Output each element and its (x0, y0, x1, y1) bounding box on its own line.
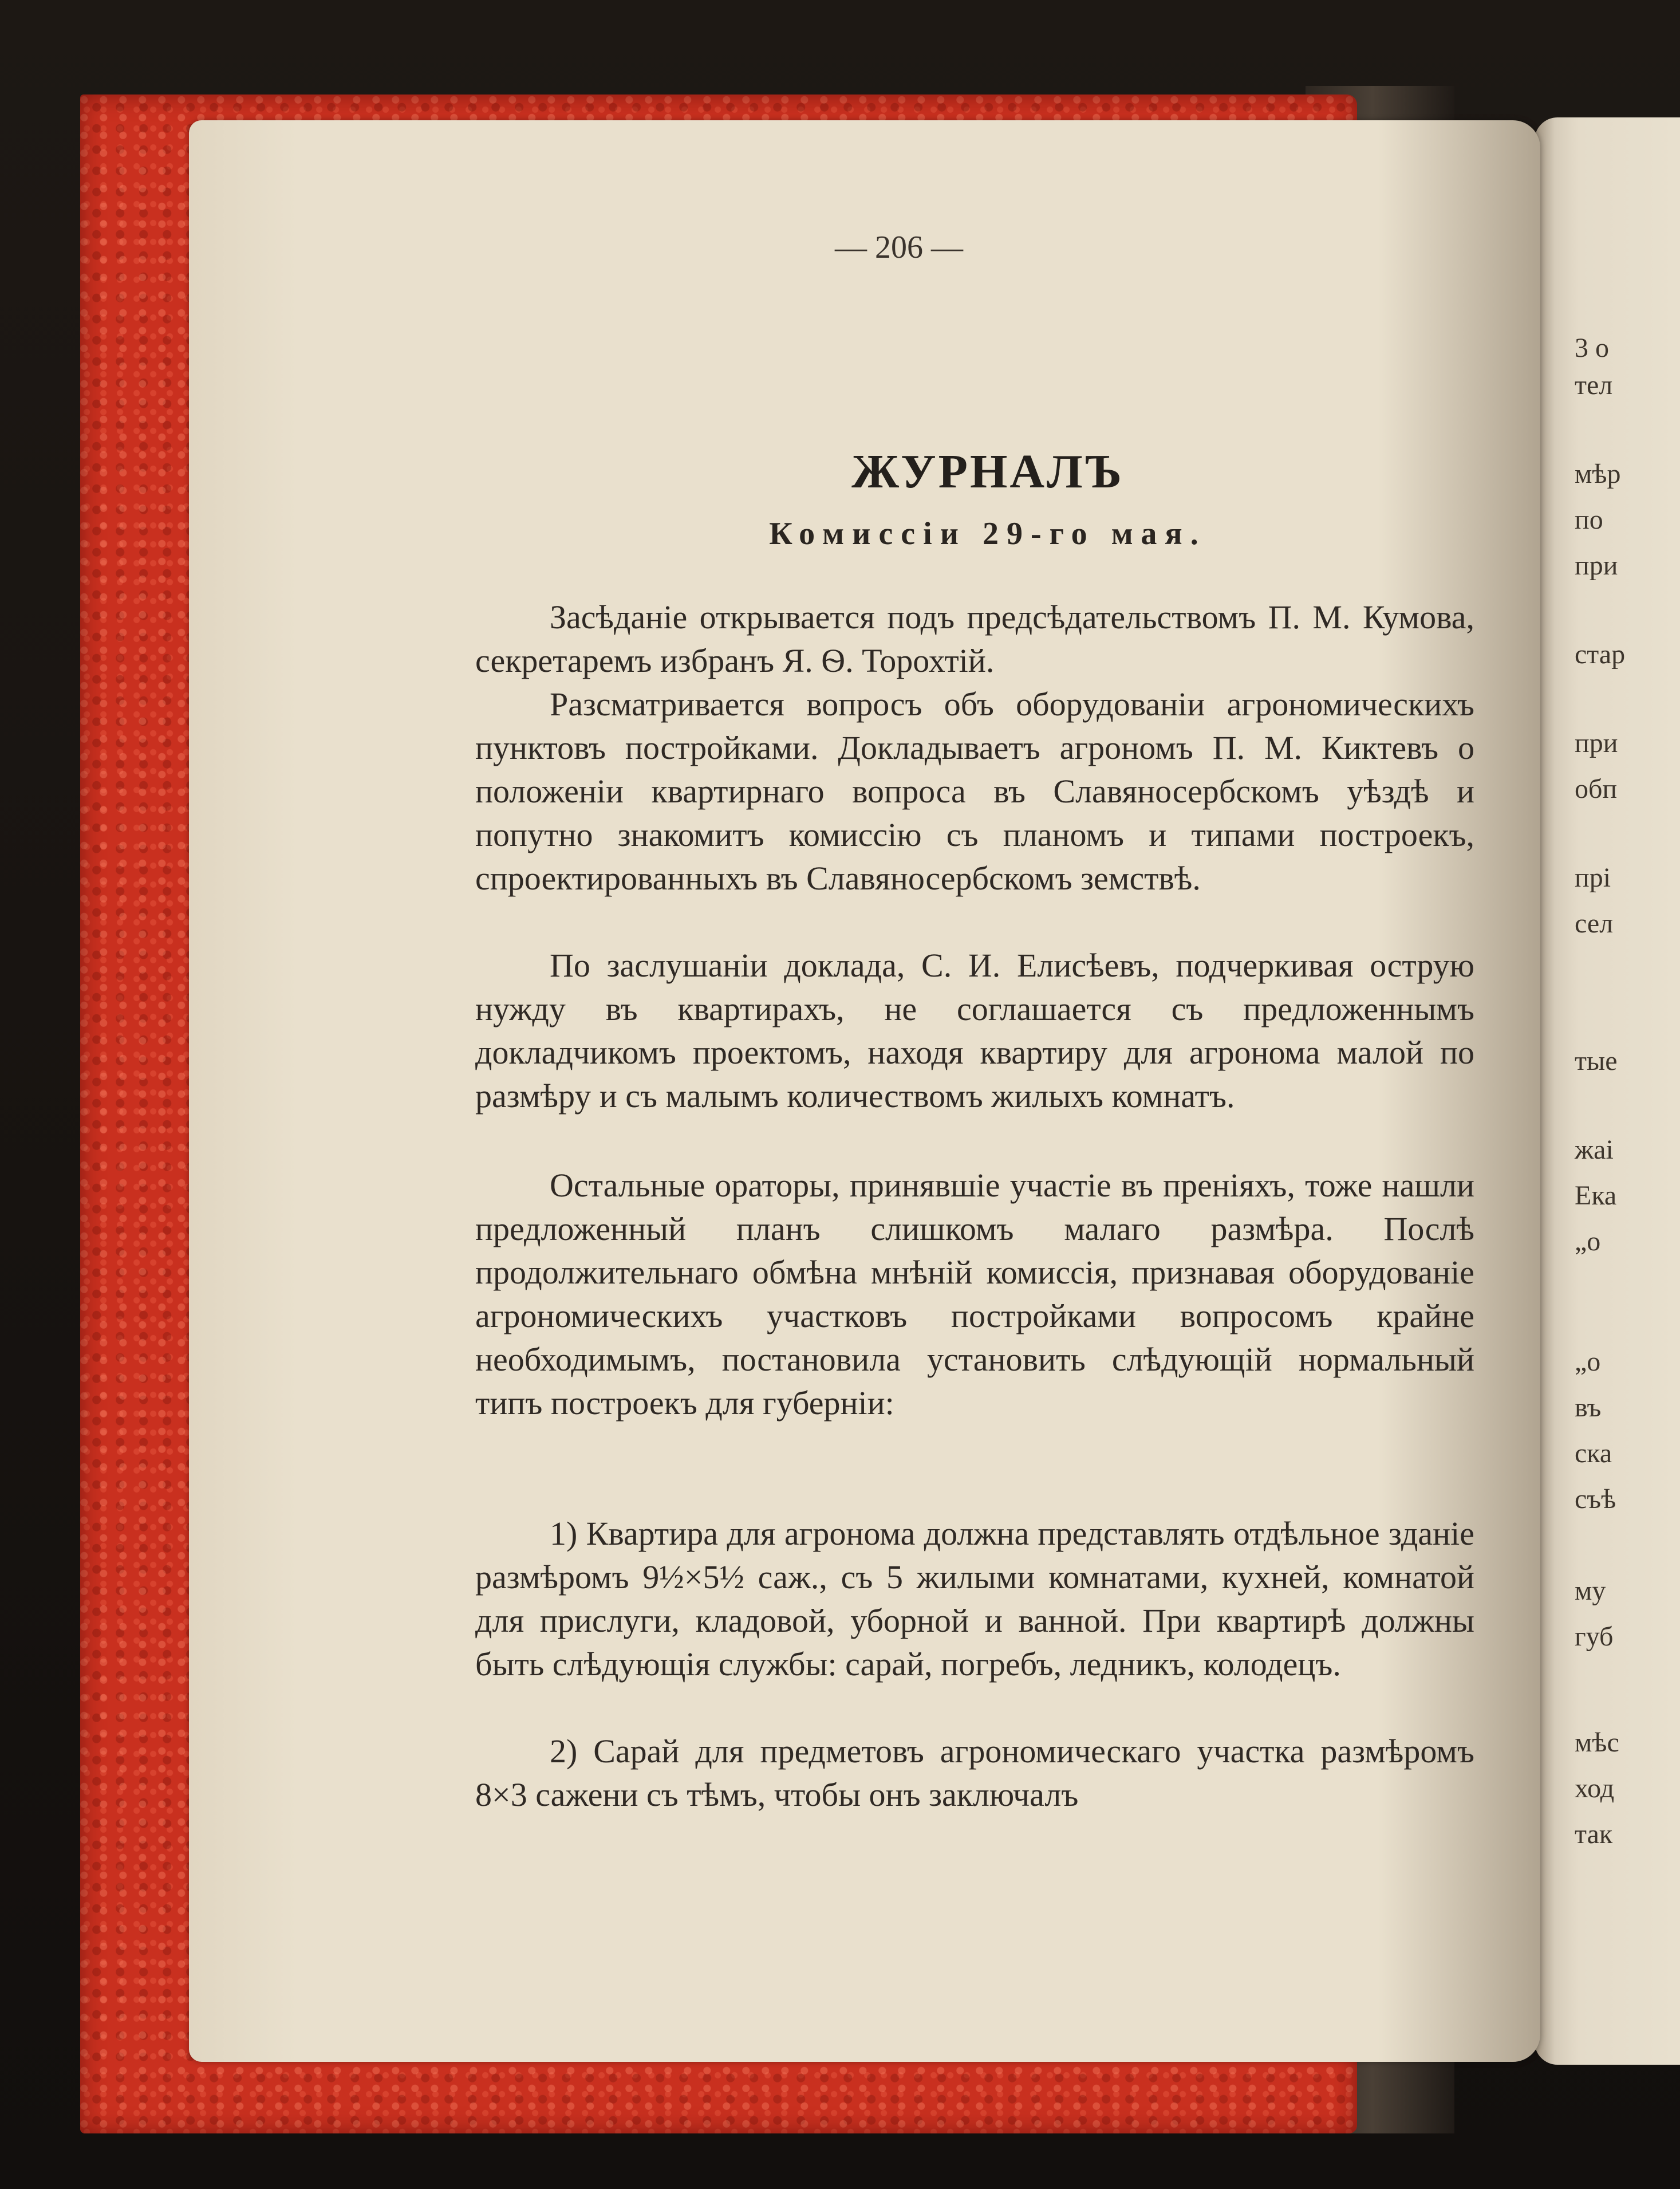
paragraph (475, 1512, 1474, 1686)
facing-line: прі (1575, 863, 1611, 893)
paragraph (475, 944, 1474, 1118)
facing-line: съѣ (1575, 1484, 1616, 1514)
facing-line: тел (1575, 370, 1613, 400)
paragraph-text: Остальные ораторы, принявшіе участіе въ преніяхъ, тоже нашли предложенный планъ слишкомъ малаго размѣра. Послѣ продолжительнаго обмѣна мнѣній комиссія, признавая оборудованіе агрономическихъ участковъ постройками вопросомъ крайне необходимымъ, постановила установить слѣдующій нормальный типъ построекъ для губерніи: (475, 1167, 1474, 1422)
facing-line: ска (1575, 1438, 1612, 1468)
facing-line: 3 о (1575, 333, 1609, 363)
facing-line: стар (1575, 639, 1626, 670)
page-subtitle: Комиссіи 29-го мая. (769, 516, 1206, 552)
facing-line: мѣр (1575, 459, 1621, 489)
facing-line: при (1575, 728, 1618, 758)
paragraph (475, 1164, 1474, 1425)
facing-line: при (1575, 550, 1618, 581)
facing-line: „о (1575, 1347, 1601, 1377)
facing-line: так (1575, 1819, 1613, 1849)
facing-line: по (1575, 505, 1603, 535)
paragraph (475, 1730, 1474, 1817)
facing-line: Ека (1575, 1180, 1617, 1211)
facing-line: обп (1575, 774, 1618, 804)
paragraph-text: 1) Квартира для агронома должна представлять отдѣльное зданіе размѣромъ 9½×5½ саж., съ 5 жилыми комнатами, кухней, комнатой для прислуги, кладовой, уборной и ванной. При квартирѣ должны быть слѣдующія службы: сарай, погребъ, ледникъ, колодецъ. (475, 1515, 1474, 1683)
facing-line: въ (1575, 1392, 1602, 1423)
facing-line: губ (1575, 1621, 1614, 1652)
page-number: — 206 — (835, 230, 963, 265)
facing-page (1535, 117, 1680, 2065)
page-title: ЖУРНАЛЪ (851, 445, 1124, 498)
paragraph-text: Засѣданіе открывается подъ предсѣдательствомъ П. М. Кумова, секретаремъ избранъ Я. Ѳ. Торохтій. (475, 599, 1474, 679)
facing-line: му (1575, 1576, 1606, 1606)
paragraph (475, 596, 1474, 683)
facing-line: жаі (1575, 1135, 1614, 1165)
facing-line: сел (1575, 908, 1614, 939)
paragraph-text: Разсматривается вопросъ объ оборудованіи агрономическихъ пунктовъ постройками. Докладываетъ агрономъ П. М. Киктевъ о положеніи квартирнаго вопроса въ Славяносербскомъ уѣздѣ и попутно знакомитъ комиссію съ планомъ и типами построекъ, спроектированныхъ въ Славяносербскомъ земствѣ. (475, 686, 1474, 897)
facing-line: ход (1575, 1773, 1615, 1804)
paragraph-text: По заслушаніи доклада, С. И. Елисѣевъ, подчеркивая острую нужду въ квартирахъ, не соглашается съ предложеннымъ докладчикомъ проектомъ, находя квартиру для агронома малой по размѣру и съ малымъ количествомъ жилыхъ комнатъ. (475, 947, 1474, 1115)
facing-line: тые (1575, 1046, 1618, 1076)
facing-line: мѣс (1575, 1727, 1619, 1758)
facing-line: „о (1575, 1226, 1601, 1257)
paragraph-text: 2) Сарай для предметовъ агрономическаго участка размѣромъ 8×3 сажени съ тѣмъ, чтобы онъ заключалъ (475, 1733, 1474, 1813)
paragraph (475, 683, 1474, 900)
